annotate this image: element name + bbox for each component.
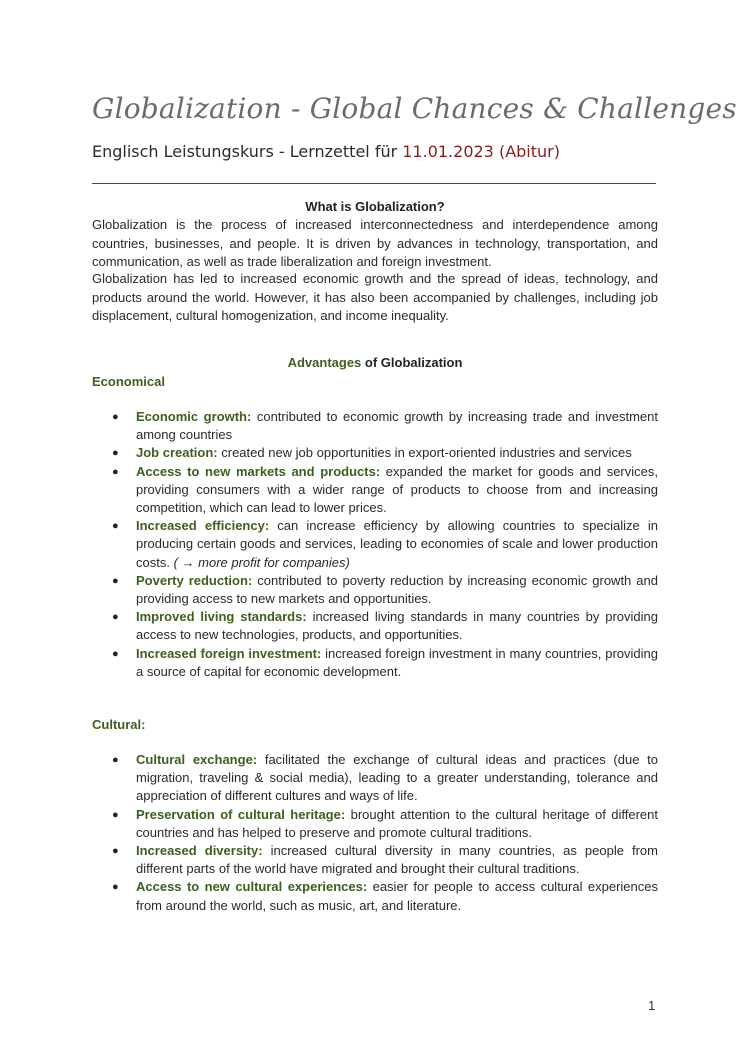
item-term: Job creation: <box>136 445 218 461</box>
list-item <box>92 806 658 842</box>
bullet-icon: ● <box>112 845 119 858</box>
list-item <box>92 842 658 878</box>
subtitle-course: Englisch Leistungskurs - Lernzettel für <box>92 142 403 161</box>
item-text: contributed to economic growth by increasing trade and investment among countries <box>136 409 659 443</box>
cultural-list <box>92 751 658 915</box>
advantages-heading <box>92 355 658 370</box>
intro-paragraph-1: Globalization is the process of increased interconnectedness and interdependence among countries, businesses, and people. It is driven by advances in technology, transportation, and communication, as well as trade liberalization and foreign investment. <box>92 217 658 269</box>
item-term: Access to new markets and products: <box>136 463 381 479</box>
intro-heading: What is Globalization? <box>305 199 445 214</box>
list-item <box>92 751 658 806</box>
item-term: Access to new cultural experiences: <box>136 879 368 895</box>
item-term: Improved living standards: <box>136 609 307 625</box>
list-item <box>92 878 658 914</box>
item-term: Increased foreign investment: <box>136 645 322 661</box>
bullet-icon: ● <box>112 611 119 624</box>
item-term: Economic growth: <box>136 409 252 424</box>
intro-paragraph-2: Globalization has led to increased economic growth and the spread of ideas, technology, and products around the world. However, it has also been accompanied by challenges, including job displacement, cultural homogenization, and income inequality. <box>92 271 658 323</box>
header-divider <box>92 183 656 184</box>
section-cultural: Cultural: <box>92 717 146 732</box>
list-item <box>92 572 658 608</box>
item-term: Increased diversity: <box>136 843 263 859</box>
item-note: ( → more profit for companies) <box>173 554 350 570</box>
bullet-icon: ● <box>112 465 119 478</box>
item-text: created new job opportunities in export-oriented industries and services <box>217 445 632 461</box>
page-subtitle <box>92 142 692 161</box>
item-term: Poverty reduction: <box>136 572 253 588</box>
subtitle-date: 11.01.2023 (Abitur) <box>402 142 560 161</box>
item-text: increased cultural diversity in many countries, as people from different parts of the world have migrated and brought their cultural traditions. <box>136 843 658 877</box>
section-economical: Economical <box>92 374 165 389</box>
bullet-icon: ● <box>112 520 119 533</box>
bullet-icon: ● <box>112 808 119 821</box>
bullet-icon: ● <box>112 574 119 587</box>
bullet-icon: ● <box>112 411 119 423</box>
bullet-icon: ● <box>112 447 119 460</box>
item-text: facilitated the exchange of cultural ideas and practices (due to migration, traveling & social media), leading to a greater understanding, tolerance and appreciation of different cultures and ways of life. <box>136 752 658 804</box>
page-number: 1 <box>648 998 656 1013</box>
bullet-icon: ● <box>112 754 119 766</box>
page-title: Globalization - Global Chances & Challenges <box>92 92 737 125</box>
list-item <box>92 645 658 681</box>
item-text: contributed to poverty reduction by increasing economic growth and providing access to new markets and opportunities. <box>136 572 658 607</box>
list-item <box>92 444 658 462</box>
item-term: Increased efficiency: <box>136 518 270 534</box>
advantages-heading-highlight: Advantages <box>287 355 362 370</box>
list-item <box>92 408 658 444</box>
economical-list <box>92 408 658 681</box>
bullet-icon: ● <box>112 881 119 894</box>
list-item <box>92 463 658 518</box>
item-text: can increase efficiency by allowing countries to specialize in producing certain goods and services, leading to economies of scale and lower production costs. <box>136 518 658 570</box>
item-term: Preservation of cultural heritage: <box>136 806 346 822</box>
item-text: expanded the market for goods and services, providing consumers with a wider range of products to choose from and increasing competition, which can lead to lower prices. <box>136 463 658 516</box>
item-text: brought attention to the cultural heritage of different countries and has helped to preserve and promote cultural traditions. <box>136 806 658 840</box>
advantages-heading-rest: of Globalization <box>361 355 463 370</box>
list-item <box>92 517 658 572</box>
item-term: Cultural exchange: <box>136 752 258 767</box>
bullet-icon: ● <box>112 647 119 660</box>
list-item <box>92 608 658 644</box>
item-text: increased living standards in many countries by providing access to new technologies, products, and opportunities. <box>136 609 658 643</box>
item-text: easier for people to access cultural experiences from around the world, such as music, art, and literature. <box>136 879 658 913</box>
item-text: increased foreign investment in many countries, providing a source of capital for economic development. <box>136 645 658 679</box>
